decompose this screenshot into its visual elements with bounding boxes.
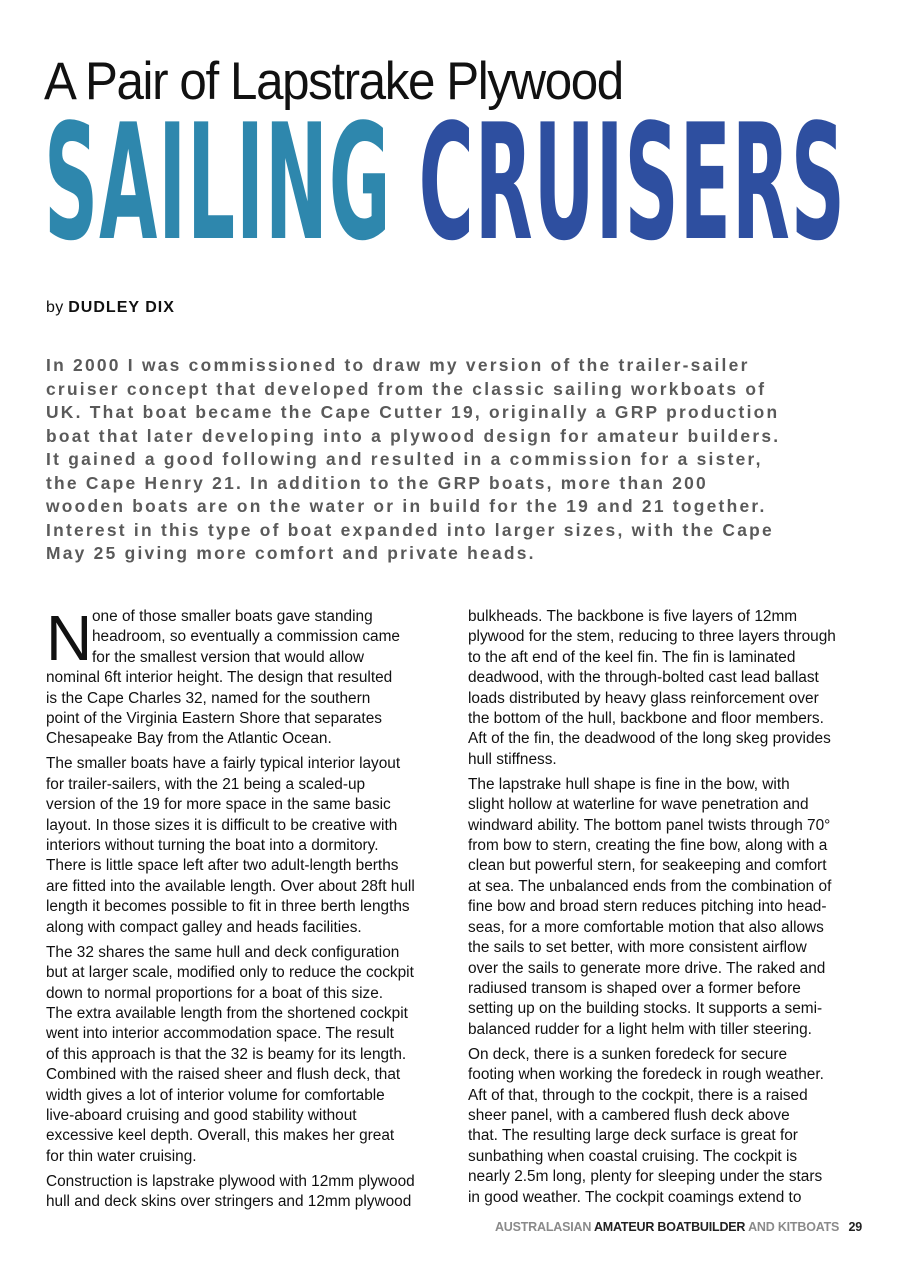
byline-author: DUDLEY DIX	[68, 299, 175, 316]
standfirst-line: the Cape Henry 21. In addition to the GRP boats, more than 200	[46, 472, 708, 493]
body-line: are fitted into the available length. Over about 28ft hull	[46, 877, 415, 895]
body-paragraph	[468, 775, 868, 1040]
body-paragraph	[46, 602, 444, 750]
body-line: for the smallest version that would allow	[92, 648, 365, 666]
body-line: nominal 6ft interior height. The design that resulted	[46, 669, 393, 687]
article-headline	[44, 89, 846, 276]
body-column-left	[46, 602, 444, 1217]
body-line: The 32 shares the same hull and deck configuration	[46, 943, 400, 961]
standfirst	[46, 354, 781, 566]
body-line: nearly 2.5m long, plenty for sleeping under the stars	[468, 1168, 823, 1186]
body-line: for trailer-sailers, with the 21 being a scaled-up	[46, 775, 366, 793]
body-line: radiused transom is shaped over a former before	[468, 979, 801, 997]
body-line: clean but powerful stern, for seakeeping and comfort	[468, 857, 827, 875]
body-line: deadwood, with the through-bolted cast lead ballast	[468, 669, 819, 687]
footer-publication-part: AMATEUR BOATBUILDER	[593, 1220, 746, 1234]
standfirst-line: boat that later developing into a plywood design for amateur builders.	[46, 425, 781, 446]
body-line: The lapstrake hull shape is fine in the bow, with	[468, 775, 790, 793]
body-line: hull and deck skins over stringers and 12mm plywood	[46, 1193, 412, 1211]
standfirst-line: UK. That boat became the Cape Cutter 19, originally a GRP production	[46, 402, 780, 422]
standfirst-line: May 25 giving more comfort and private heads.	[46, 543, 536, 563]
body-paragraph	[46, 943, 444, 1167]
body-line: layout. In those sizes it is difficult to be creative with	[46, 816, 398, 834]
body-line: The smaller boats have a fairly typical interior layout	[46, 755, 401, 773]
body-line: live-aboard cruising and good stability without	[46, 1106, 357, 1124]
body-line: On deck, there is a sunken foredeck for secure	[468, 1045, 788, 1063]
body-line: excessive keel depth. Overall, this makes her great	[46, 1127, 395, 1145]
body-line: the sails to set better, with more consistent airflow	[468, 939, 807, 957]
body-paragraph	[46, 754, 444, 938]
body-line: Construction is lapstrake plywood with 12mm plywood	[46, 1172, 415, 1190]
standfirst-line: cruiser concept that developed from the classic sailing workboats of	[46, 378, 767, 399]
body-line: length it becomes possible to fit in three berth lengths	[46, 898, 410, 916]
body-line: There is little space left after two adult-length berths	[46, 857, 399, 875]
byline-prefix: by	[46, 299, 64, 316]
body-line: footing when working the foredeck in rough weather.	[468, 1066, 824, 1084]
body-line: headroom, so eventually a commission came	[92, 628, 400, 646]
headline-word-cruisers: CRUISERS	[418, 89, 846, 276]
body-line: Aft of that, through to the cockpit, there is a raised	[468, 1086, 808, 1104]
standfirst-line: It gained a good following and resulted in a commission for a sister,	[46, 449, 763, 469]
body-line: along with compact galley and heads facilities.	[46, 918, 362, 936]
body-line: that. The resulting large deck surface is great for	[468, 1127, 798, 1145]
body-line: to the aft end of the keel fin. The fin is laminated	[468, 648, 796, 666]
body-line: one of those smaller boats gave standing	[92, 608, 373, 625]
body-line: is the Cape Charles 32, named for the southern	[46, 689, 371, 707]
body-line: the bottom of the hull, backbone and floor members.	[468, 710, 824, 728]
body-line: balanced rudder for a light helm with tiller steering.	[468, 1020, 812, 1038]
body-paragraph	[46, 1172, 444, 1213]
body-line: Aft of the fin, the deadwood of the long skeg provides	[468, 730, 831, 748]
body-line: width gives a lot of interior volume for comfortable	[46, 1086, 385, 1104]
body-line: sheer panel, with a cambered flush deck above	[468, 1106, 790, 1124]
body-line: from bow to stern, creating the fine bow, along with a	[468, 837, 828, 855]
body-line: at sea. The unbalanced ends from the combination of	[468, 877, 832, 895]
body-line: Chesapeake Bay from the Atlantic Ocean.	[46, 730, 332, 748]
body-line: point of the Virginia Eastern Shore that separates	[46, 710, 382, 728]
body-line: bulkheads. The backbone is five layers of 12mm	[468, 608, 798, 625]
body-line: slight hollow at waterline for wave penetration and	[468, 796, 809, 814]
body-line: interiors without turning the boat into a dormitory.	[46, 837, 379, 855]
body-line: setting up on the building stocks. It supports a semi-	[468, 1000, 823, 1018]
standfirst-line: Interest in this type of boat expanded into larger sizes, with the Cape	[46, 519, 774, 540]
body-line: in good weather. The cockpit coamings extend to	[468, 1188, 802, 1206]
body-line: sunbathing when coastal cruising. The cockpit is	[468, 1147, 798, 1165]
body-paragraph	[468, 1045, 868, 1208]
footer-publication-part: AND KITBOATS	[748, 1220, 840, 1234]
body-line: version of the 19 for more space in the same basic	[46, 796, 391, 814]
body-line: plywood for the stem, reducing to three layers through	[468, 628, 836, 646]
body-line: windward ability. The bottom panel twists through 70°	[468, 816, 831, 834]
body-line: but at larger scale, modified only to reduce the cockpit	[46, 964, 414, 982]
article-kicker: A Pair of Lapstrake Plywood	[44, 52, 623, 111]
headline-word-sailing: SAILING	[44, 89, 392, 276]
body-line: hull stiffness.	[468, 750, 557, 768]
body-line: for thin water cruising.	[46, 1147, 197, 1165]
body-line: The extra available length from the shortened cockpit	[46, 1004, 408, 1022]
drop-cap: N	[46, 602, 93, 674]
body-line: seas, for a more comfortable motion that also allows	[468, 918, 824, 936]
body-line: fine bow and broad stern reduces pitching into head-	[468, 898, 827, 916]
body-column-right	[468, 607, 868, 1213]
standfirst-line: wooden boats are on the water or in build for the 19 and 21 together.	[46, 496, 767, 516]
body-line: Combined with the raised sheer and flush deck, that	[46, 1066, 401, 1084]
page-number: 29	[848, 1220, 862, 1234]
byline	[46, 298, 175, 318]
body-line: over the sails to generate more drive. The raked and	[468, 959, 826, 977]
body-line: of this approach is that the 32 is beamy for its length.	[46, 1045, 407, 1063]
body-line: down to normal proportions for a boat of this size.	[46, 984, 384, 1002]
standfirst-line: In 2000 I was commissioned to draw my version of the trailer-sailer	[46, 355, 750, 375]
footer-publication-part: AUSTRALASIAN	[494, 1220, 592, 1234]
body-line: loads distributed by heavy glass reinforcement over	[468, 689, 819, 707]
page-footer	[495, 1219, 862, 1235]
body-line: went into interior accommodation space. The result	[46, 1025, 394, 1043]
body-paragraph	[468, 607, 868, 770]
